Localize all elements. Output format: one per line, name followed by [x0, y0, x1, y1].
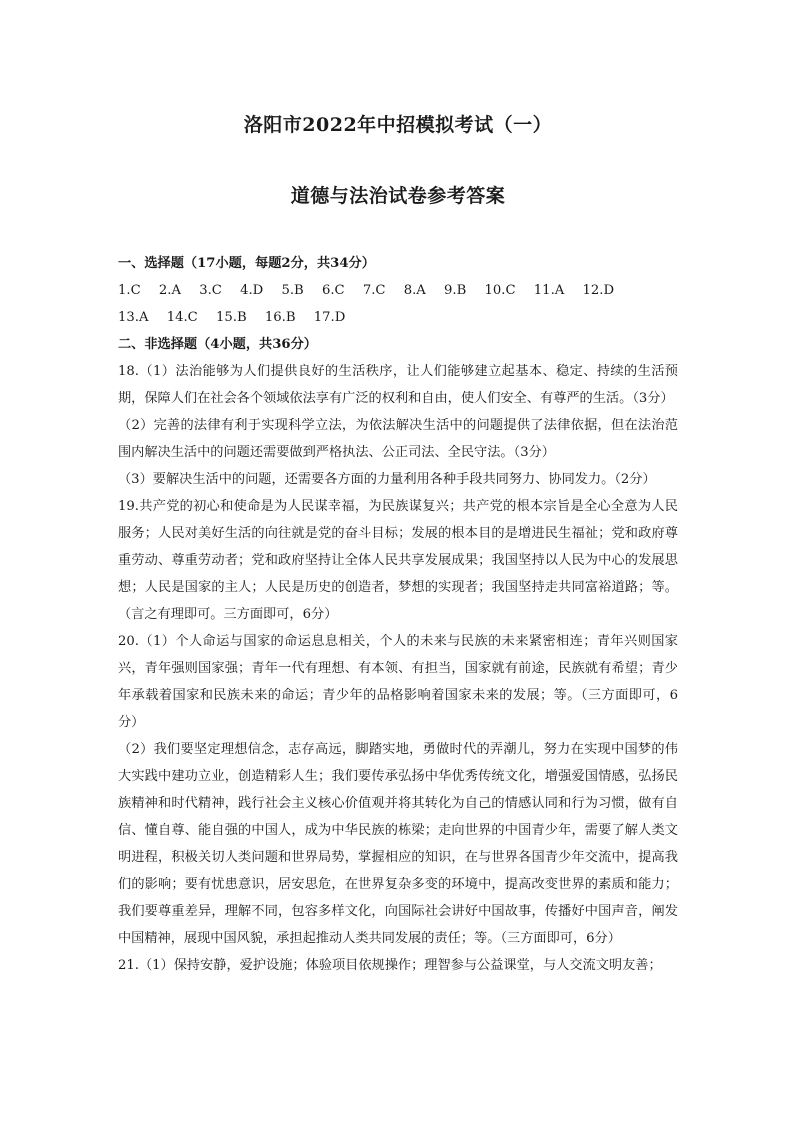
answer-paragraph-18-1: 18.（1）法治能够为人们提供良好的生活秩序，让人们能够建立起基本、稳定、持续的生活预期，保障人们在社会各个领域依法享有广泛的权利和自由，使人们安全、有尊严的生活。（3分）: [118, 364, 678, 406]
section-nonchoice-heading: 二、非选择题（4小题，共36分）: [118, 337, 317, 352]
section-choice-heading: 一、选择题（17小题，每题2分，共34分）: [118, 256, 375, 271]
choice-answer: 7.C: [362, 283, 386, 298]
choice-answer: 13.A: [118, 310, 149, 325]
choice-answer: 17.D: [313, 310, 346, 325]
answer-content: [118, 250, 678, 979]
choice-answers-row-2: [118, 304, 678, 331]
choice-answer: 6.C: [321, 283, 345, 298]
choice-answer: 12.D: [582, 283, 615, 298]
choice-answer: 16.B: [264, 310, 296, 325]
choice-answer: 14.C: [166, 310, 198, 325]
answer-paragraph-21-1: 21.（1）保持安静，爱护设施；体验项目依规操作；理智参与公益课堂，与人交流文明友善；: [118, 958, 662, 973]
choice-answer: 1.C: [118, 283, 141, 298]
choice-answer: 5.B: [281, 283, 304, 298]
answer-paragraph-20-1: 20.（1）个人命运与国家的命运息息相关，个人的未来与民族的未来紧密相连；青年兴则国家兴，青年强则国家强；青年一代有理想、有本领、有担当，国家就有前途，民族就有希望；青少年承载着国家和民族未来的命运；青少年的品格影响着国家未来的发展；等。（三方面即可，6分）: [118, 634, 678, 730]
document-subtitle: 道德与法治试卷参考答案: [290, 185, 506, 207]
choice-answer: 2.A: [158, 283, 181, 298]
document-title: 洛阳市2022年中招模拟考试（一）: [243, 114, 553, 136]
answer-paragraph-19: 19.共产党的初心和使命是为人民谋幸福，为民族谋复兴；共产党的根本宗旨是全心全意为人民服务；人民对美好生活的向往就是党的奋斗目标；发展的根本目的是增进民生福祉；党和政府尊重劳动、尊重劳动者；党和政府坚持让全体人民共享发展成果；我国坚持以人民为中心的发展思想；人民是国家的主人；人民是历史的创造者，梦想的实现者；我国坚持走共同富裕道路；等。（言之有理即可。三方面即可，6分）: [118, 499, 678, 622]
answer-document: [118, 110, 678, 979]
choice-answer: 4.D: [240, 283, 264, 298]
choice-answer: 11.A: [533, 283, 565, 298]
answer-paragraph-20-2: （2）我们要坚定理想信念，志存高远，脚踏实地，勇做时代的弄潮儿，努力在实现中国梦的伟大实践中建功立业，创造精彩人生；我们要传承弘扬中华优秀传统文化，增强爱国情感，弘扬民族精神和时代精神，践行社会主义核心价值观并将其转化为自己的情感认同和行为习惯，做有自信、懂自尊、能自强的中国人，成为中华民族的栋梁；走向世界的中国青少年，需要了解人类文明进程，积极关切人类问题和世界局势，掌握相应的知识，在与世界各国青少年交流中，提高我们的影响；要有忧患意识，居安思危，在世界复杂多变的环境中，提高改变世界的素质和能力；我们要尊重差异，理解不同，包容多样文化，向国际社会讲好中国故事，传播好中国声音，阐发中国精神，展现中国风貌，承担起推动人类共同发展的责任；等。（三方面即可，6分）: [118, 742, 678, 946]
answer-paragraph-18-3: （3）要解决生活中的问题，还需要各方面的力量利用各种手段共同努力、协同发力。（2分）: [118, 472, 656, 487]
choice-answer: 10.C: [484, 283, 516, 298]
choice-answer: 9.B: [444, 283, 467, 298]
choice-answer: 15.B: [215, 310, 247, 325]
answer-paragraph-18-2: （2）完善的法律有利于实现科学立法，为依法解决生活中的问题提供了法律依据，但在法治范围内解决生活中的问题还需要做到严格执法、公正司法、全民守法。（3分）: [118, 418, 678, 460]
choice-answers-row-1: [118, 277, 678, 304]
choice-answer: 3.C: [199, 283, 222, 298]
choice-answer: 8.A: [403, 283, 426, 298]
